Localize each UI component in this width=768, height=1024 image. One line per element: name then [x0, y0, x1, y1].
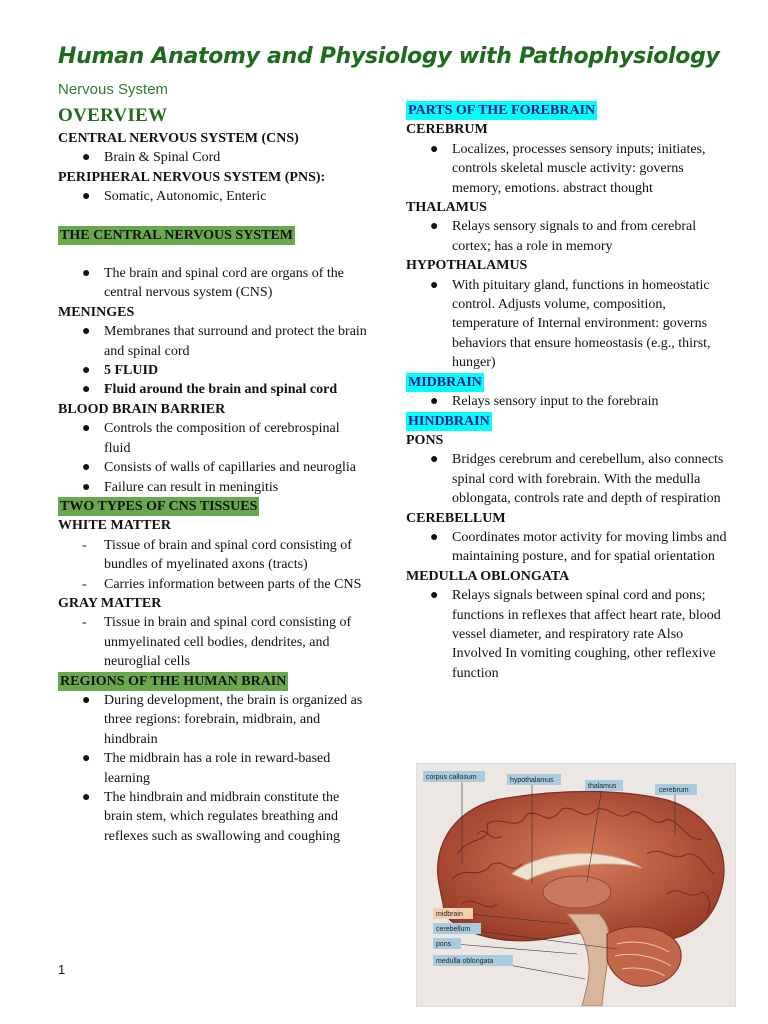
- list-item: ● Failure can result in meningitis: [82, 479, 279, 495]
- brain-figure: [416, 763, 736, 1007]
- svg-text:medulla oblongata: medulla oblongata: [436, 958, 494, 965]
- bbb-list: [58, 419, 368, 497]
- left-column: [58, 104, 368, 846]
- list-item: - Tissue in brain and spinal cord consisting of unmyelinated cell bodies, dendrites, and neuroglial cells: [82, 615, 352, 670]
- list-item: ● Membranes that surround and protect the brain and spinal cord: [82, 324, 367, 359]
- label-medulla: [433, 955, 513, 966]
- list-item: ● The hindbrain and midbrain constitute the brain stem, which regulates breathing and reflexes such as swallowing and coughing: [82, 790, 340, 844]
- overview-heading: OVERVIEW: [58, 105, 168, 126]
- hypothalamus-list: [406, 276, 736, 373]
- label-hypothalamus: [507, 774, 561, 785]
- pons-heading: PONS: [406, 432, 444, 448]
- thalamus-heading: THALAMUS: [406, 200, 487, 216]
- list-item: ● With pituitary gland, functions in homeostatic control. Adjusts volume, composition, temperature of Internal environment: governs behaviors that ensure homeostasis (e.g., thirst, hunger): [430, 277, 711, 371]
- cns-heading: CENTRAL NERVOUS SYSTEM (CNS): [58, 131, 299, 146]
- white-matter-list: [58, 536, 368, 594]
- hindbrain-section-heading: HINDBRAIN: [408, 413, 490, 429]
- list-item: - Carries information between parts of the CNS: [82, 576, 362, 592]
- list-item: ● Consists of walls of capillaries and neuroglia: [82, 460, 356, 476]
- svg-text:cerebrum: cerebrum: [659, 787, 689, 794]
- list-item: ● Somatic, Autonomic, Enteric: [82, 189, 267, 205]
- cerebrum-heading: CEREBRUM: [406, 122, 488, 138]
- label-midbrain: [433, 908, 473, 919]
- list-item: ● The midbrain has a role in reward-based learning: [82, 751, 331, 786]
- midbrain-list: [406, 392, 736, 411]
- pns-list: [58, 187, 368, 206]
- svg-text:hypothalamus: hypothalamus: [510, 777, 554, 784]
- list-item: ● Relays sensory signals to and from cerebral cortex; has a role in memory: [430, 219, 697, 254]
- label-corpus-callosum: [423, 771, 485, 782]
- regions-list: [58, 691, 368, 846]
- brain-illustration: [417, 764, 735, 1006]
- svg-text:thalamus: thalamus: [588, 783, 617, 790]
- bbb-heading: BLOOD BRAIN BARRIER: [58, 401, 226, 417]
- list-item: ● Relays signals between spinal cord and pons; functions in reflexes that affect heart rate, blood vessel diameter, and respiratory rate Also Involved In vomiting coughing, other reflexive function: [430, 588, 721, 681]
- cerebellum-list: [406, 528, 736, 567]
- list-item: ● Coordinates motor activity for moving limbs and maintaining posture, and for spatial orientation: [430, 529, 727, 565]
- cerebellum-heading: CEREBELLUM: [406, 510, 506, 526]
- label-cerebrum: [655, 784, 697, 795]
- page-number: 1: [58, 962, 66, 977]
- pns-heading: PERIPHERAL NERVOUS SYSTEM (PNS):: [58, 169, 326, 185]
- list-item: ● Bridges cerebrum and cerebellum, also connects spinal cord with forebrain. With the medulla oblongata, controls rate and depth of respiration: [430, 452, 724, 507]
- tissues-section-heading: TWO TYPES OF CNS TISSUES: [60, 498, 258, 514]
- midbrain-section-heading: MIDBRAIN: [408, 374, 482, 390]
- label-cerebellum: [433, 923, 481, 934]
- list-item: ● 5 FLUID: [82, 363, 159, 379]
- meninges-list: [58, 322, 368, 400]
- svg-text:pons: pons: [436, 941, 452, 948]
- list-item: ● During development, the brain is organized as three regions: forebrain, midbrain, and hindbrain: [82, 692, 363, 747]
- thalamus-list: [406, 217, 736, 256]
- gray-matter-heading: GRAY MATTER: [58, 595, 162, 611]
- right-column: [406, 101, 736, 683]
- hypothalamus-heading: HYPOTHALAMUS: [406, 258, 528, 274]
- white-matter-heading: WHITE MATTER: [58, 518, 171, 534]
- cns-section-heading: THE CENTRAL NERVOUS SYSTEM: [60, 227, 294, 243]
- cerebellum-shape: [607, 927, 681, 987]
- list-item: ● The brain and spinal cord are organs of the central nervous system (CNS): [82, 266, 344, 301]
- pons-list: [406, 450, 736, 508]
- medulla-heading: MEDULLA OBLONGATA: [406, 568, 570, 584]
- label-pons: [433, 938, 461, 949]
- thalamus-shape: [543, 876, 611, 908]
- list-item: ● Brain & Spinal Cord: [82, 150, 221, 166]
- medulla-list: [406, 586, 736, 683]
- label-thalamus: [585, 780, 623, 791]
- regions-section-heading: REGIONS OF THE HUMAN BRAIN: [60, 673, 287, 689]
- list-item: ● Fluid around the brain and spinal cord: [82, 382, 338, 398]
- svg-text:corpus callosum: corpus callosum: [426, 774, 477, 781]
- forebrain-section-heading: PARTS OF THE FOREBRAIN: [408, 103, 596, 118]
- cns-section-list: [58, 264, 368, 303]
- cerebrum-list: [406, 140, 736, 198]
- document-title: Human Anatomy and Physiology with Pathophysiology: [58, 44, 720, 69]
- meninges-heading: MENINGES: [58, 304, 135, 320]
- list-item: ● Localizes, processes sensory inputs; initiates, controls skeletal muscle activity: governs memory, emotions. abstract thought: [430, 141, 706, 196]
- list-item: ● Relays sensory input to the forebrain: [430, 394, 659, 410]
- document-subtitle: Nervous System: [58, 81, 169, 98]
- gray-matter-list: [58, 613, 368, 671]
- svg-text:midbrain: midbrain: [436, 911, 463, 918]
- list-item: - Tissue of brain and spinal cord consisting of bundles of myelinated axons (tracts): [82, 537, 352, 573]
- cns-list: [58, 148, 368, 167]
- list-item: ● Controls the composition of cerebrospinal fluid: [82, 421, 340, 456]
- svg-text:cerebellum: cerebellum: [436, 926, 471, 933]
